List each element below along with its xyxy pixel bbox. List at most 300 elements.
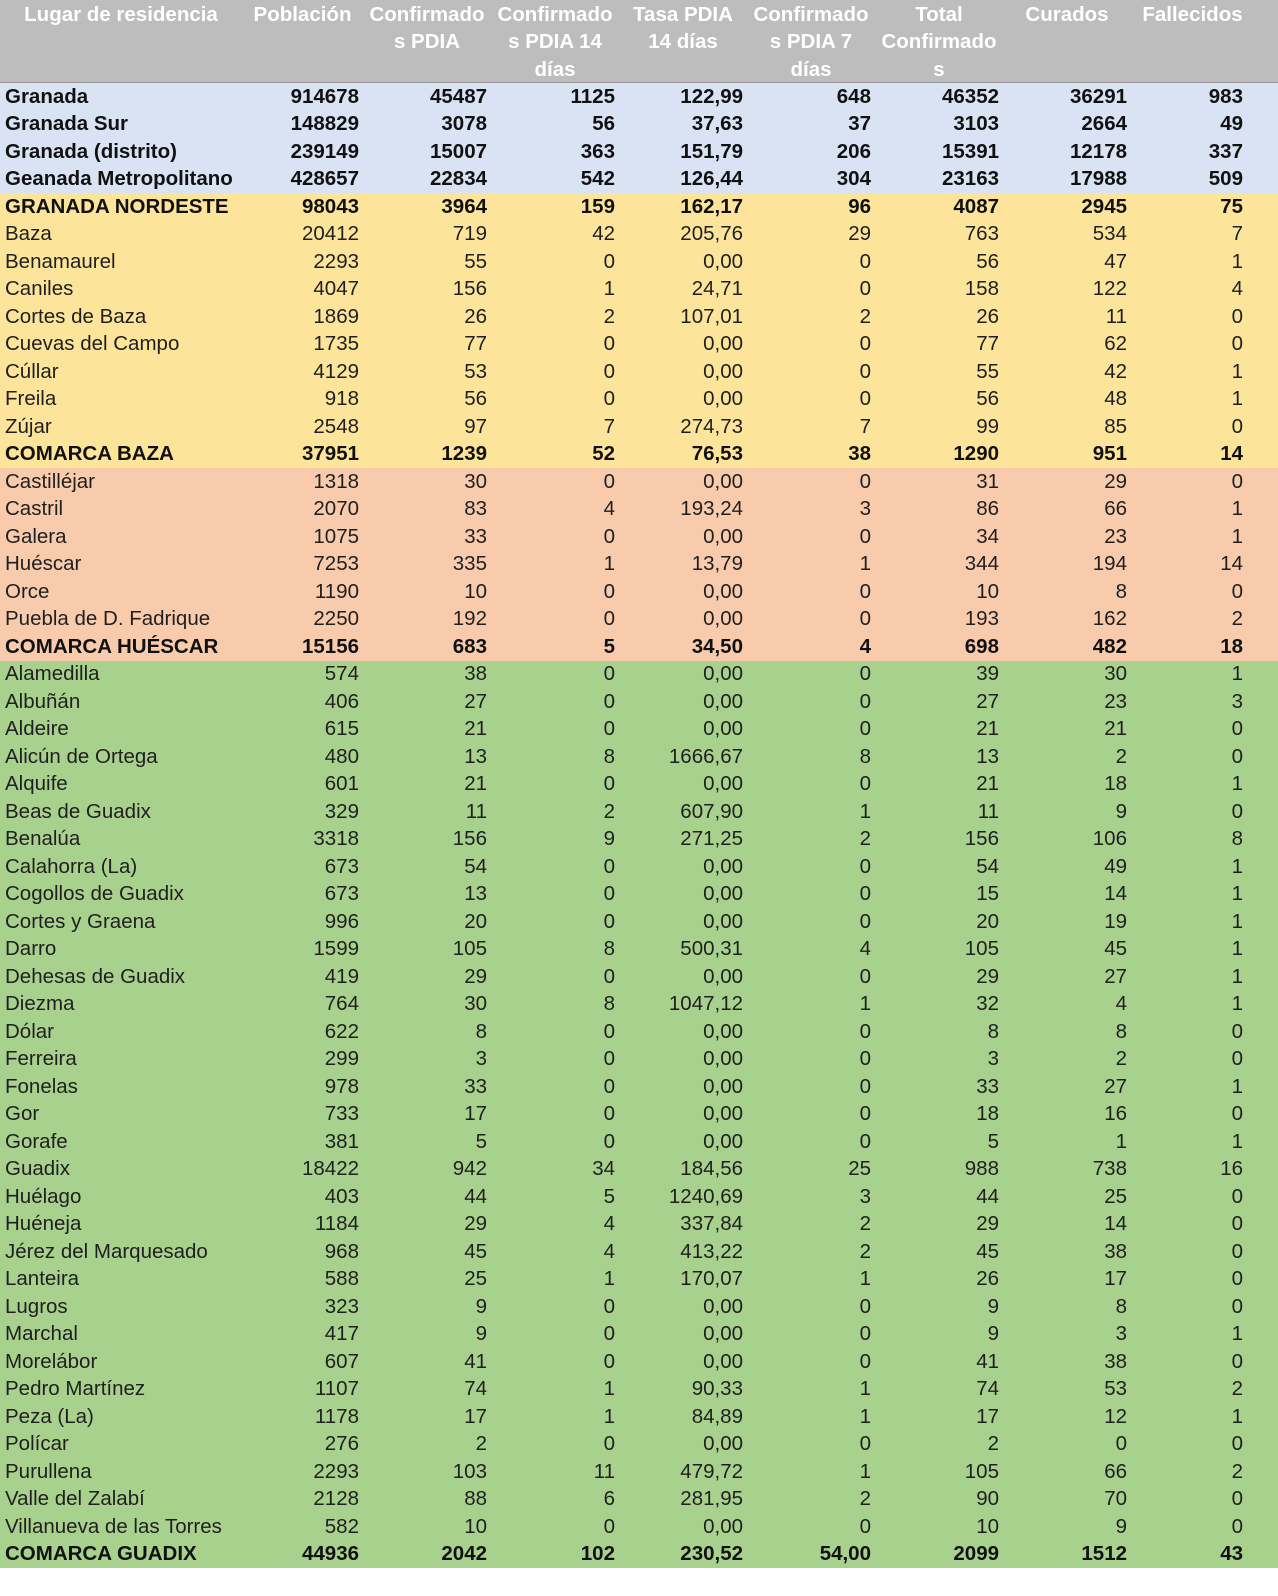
cell-lugar[interactable]: Huéneja [5,1212,82,1236]
cell-lugar[interactable]: Ferreira [5,1047,77,1071]
cell-lugar[interactable]: Fonelas [5,1074,78,1098]
cell-poblacion[interactable]: 4129 [313,359,359,383]
cell-curados[interactable]: 2664 [1081,112,1127,136]
cell-confirmados-7[interactable]: 0 [859,249,871,273]
cell-total-confirmados[interactable]: 23163 [941,167,999,191]
cell-poblacion[interactable]: 968 [324,1239,359,1263]
cell-tasa-14[interactable]: 0,00 [703,1322,743,1346]
cell-confirmados-pdia[interactable]: 77 [464,332,487,356]
cell-poblacion[interactable]: 914678 [290,84,359,108]
cell-confirmados-pdia[interactable]: 54 [464,854,487,878]
cell-tasa-14[interactable]: 271,25 [680,827,743,851]
cell-tasa-14[interactable]: 1240,69 [668,1184,743,1208]
cell-poblacion[interactable]: 406 [324,689,359,713]
cell-lugar[interactable]: Alquife [5,772,68,796]
cell-confirmados-7[interactable]: 206 [836,139,871,163]
cell-curados[interactable]: 30 [1104,662,1127,686]
cell-lugar[interactable]: Benamaurel [5,249,116,273]
cell-tasa-14[interactable]: 0,00 [703,772,743,796]
cell-confirmados-7[interactable]: 2 [859,1212,871,1236]
cell-lugar[interactable]: Pedro Martínez [5,1377,146,1401]
cell-confirmados-7[interactable]: 54,00 [819,1542,871,1566]
cell-confirmados-14[interactable]: 2 [603,304,615,328]
cell-fallecidos[interactable]: 18 [1220,634,1243,658]
cell-curados[interactable]: 1512 [1081,1542,1127,1566]
cell-fallecidos[interactable]: 1 [1231,937,1243,961]
cell-confirmados-7[interactable]: 1 [859,552,871,576]
cell-confirmados-7[interactable]: 2 [859,1487,871,1511]
header-confirmados-pdia[interactable]: Confirmado s PDIA [369,3,485,54]
cell-fallecidos[interactable]: 8 [1231,827,1243,851]
cell-confirmados-7[interactable]: 0 [859,1047,871,1071]
header-curados[interactable]: Curados [1025,3,1109,26]
cell-tasa-14[interactable]: 90,33 [691,1377,743,1401]
cell-fallecidos[interactable]: 0 [1231,304,1243,328]
cell-fallecidos[interactable]: 4 [1231,277,1243,301]
cell-curados[interactable]: 951 [1092,442,1127,466]
cell-curados[interactable]: 49 [1104,854,1127,878]
cell-poblacion[interactable]: 98043 [301,194,359,218]
cell-fallecidos[interactable]: 1 [1231,387,1243,411]
cell-confirmados-14[interactable]: 7 [603,414,615,438]
cell-total-confirmados[interactable]: 55 [976,359,999,383]
cell-confirmados-pdia[interactable]: 2 [475,1432,487,1456]
cell-confirmados-7[interactable]: 648 [836,84,871,108]
cell-curados[interactable]: 9 [1115,1514,1127,1538]
cell-tasa-14[interactable]: 0,00 [703,359,743,383]
cell-poblacion[interactable]: 1184 [314,1212,359,1236]
cell-total-confirmados[interactable]: 26 [976,1267,999,1291]
cell-lugar[interactable]: Dehesas de Guadix [5,964,186,988]
cell-fallecidos[interactable]: 0 [1231,332,1243,356]
cell-poblacion[interactable]: 419 [324,964,359,988]
cell-tasa-14[interactable]: 170,07 [680,1267,743,1291]
cell-poblacion[interactable]: 1178 [314,1404,359,1428]
cell-fallecidos[interactable]: 0 [1231,1047,1243,1071]
cell-curados[interactable]: 12 [1104,1404,1127,1428]
cell-lugar[interactable]: Granada [5,84,89,108]
cell-total-confirmados[interactable]: 105 [964,1459,999,1483]
cell-confirmados-7[interactable]: 2 [859,827,871,851]
cell-tasa-14[interactable]: 0,00 [703,882,743,906]
cell-lugar[interactable]: Galera [5,524,67,548]
cell-confirmados-14[interactable]: 0 [603,854,615,878]
cell-tasa-14[interactable]: 162,17 [680,194,743,218]
cell-poblacion[interactable]: 20412 [301,222,359,246]
cell-total-confirmados[interactable]: 41 [976,1349,999,1373]
cell-total-confirmados[interactable]: 988 [964,1157,999,1181]
cell-confirmados-14[interactable]: 0 [603,1129,615,1153]
cell-confirmados-pdia[interactable]: 9 [475,1294,487,1318]
cell-lugar[interactable]: Albuñán [5,689,81,713]
cell-poblacion[interactable]: 673 [324,854,359,878]
cell-poblacion[interactable]: 2128 [313,1487,359,1511]
cell-poblacion[interactable]: 764 [324,992,359,1016]
cell-fallecidos[interactable]: 0 [1231,799,1243,823]
cell-tasa-14[interactable]: 0,00 [703,1047,743,1071]
cell-lugar[interactable]: Granada (distrito) [5,139,177,163]
cell-confirmados-7[interactable]: 0 [859,882,871,906]
cell-confirmados-14[interactable]: 8 [603,992,615,1016]
cell-confirmados-7[interactable]: 0 [859,387,871,411]
cell-confirmados-14[interactable]: 0 [603,1074,615,1098]
cell-curados[interactable]: 53 [1104,1377,1127,1401]
cell-confirmados-pdia[interactable]: 83 [464,497,487,521]
cell-confirmados-pdia[interactable]: 10 [464,579,487,603]
cell-tasa-14[interactable]: 84,89 [691,1404,743,1428]
cell-curados[interactable]: 85 [1104,414,1127,438]
cell-confirmados-14[interactable]: 0 [603,717,615,741]
cell-poblacion[interactable]: 996 [324,909,359,933]
cell-fallecidos[interactable]: 0 [1231,414,1243,438]
cell-fallecidos[interactable]: 14 [1220,442,1243,466]
cell-confirmados-pdia[interactable]: 3078 [441,112,487,136]
cell-lugar[interactable]: Cortes y Graena [5,909,156,933]
cell-curados[interactable]: 36291 [1069,84,1127,108]
cell-total-confirmados[interactable]: 105 [964,937,999,961]
cell-confirmados-7[interactable]: 0 [859,607,871,631]
cell-poblacion[interactable]: 1318 [313,469,359,493]
cell-tasa-14[interactable]: 0,00 [703,717,743,741]
cell-confirmados-14[interactable]: 8 [603,937,615,961]
header-total-confirmados[interactable]: Total Confirmado s [881,3,997,81]
cell-confirmados-pdia[interactable]: 88 [464,1487,487,1511]
cell-fallecidos[interactable]: 0 [1231,1487,1243,1511]
cell-confirmados-14[interactable]: 0 [603,1102,615,1126]
cell-confirmados-7[interactable]: 25 [848,1157,871,1181]
cell-fallecidos[interactable]: 1 [1231,909,1243,933]
cell-confirmados-14[interactable]: 5 [603,634,615,658]
cell-lugar[interactable]: Puebla de D. Fadrique [5,607,211,631]
cell-total-confirmados[interactable]: 8 [987,1019,999,1043]
cell-total-confirmados[interactable]: 2 [987,1432,999,1456]
cell-confirmados-7[interactable]: 1 [859,799,871,823]
cell-curados[interactable]: 70 [1104,1487,1127,1511]
cell-confirmados-pdia[interactable]: 33 [464,524,487,548]
cell-tasa-14[interactable]: 230,52 [680,1542,743,1566]
cell-confirmados-pdia[interactable]: 27 [464,689,487,713]
cell-lugar[interactable]: Marchal [5,1322,78,1346]
cell-total-confirmados[interactable]: 26 [976,304,999,328]
cell-lugar[interactable]: Darro [5,937,57,961]
cell-total-confirmados[interactable]: 10 [976,1514,999,1538]
cell-confirmados-pdia[interactable]: 3964 [441,194,487,218]
header-lugar[interactable]: Lugar de residencia [24,3,218,26]
cell-confirmados-pdia[interactable]: 21 [464,772,487,796]
cell-confirmados-7[interactable]: 0 [859,1102,871,1126]
cell-poblacion[interactable]: 18422 [301,1157,359,1181]
cell-fallecidos[interactable]: 1 [1231,992,1243,1016]
cell-confirmados-7[interactable]: 2 [859,304,871,328]
cell-fallecidos[interactable]: 2 [1231,607,1243,631]
cell-confirmados-pdia[interactable]: 5 [475,1129,487,1153]
cell-total-confirmados[interactable]: 344 [964,552,999,576]
cell-confirmados-7[interactable]: 0 [859,1074,871,1098]
cell-poblacion[interactable]: 2293 [313,1459,359,1483]
cell-tasa-14[interactable]: 76,53 [691,442,743,466]
cell-lugar[interactable]: Aldeire [5,717,69,741]
cell-lugar[interactable]: COMARCA HUÉSCAR [5,634,219,658]
cell-total-confirmados[interactable]: 158 [964,277,999,301]
cell-lugar[interactable]: Huélago [5,1184,82,1208]
cell-curados[interactable]: 8 [1115,579,1127,603]
cell-confirmados-7[interactable]: 0 [859,1019,871,1043]
cell-fallecidos[interactable]: 7 [1231,222,1243,246]
cell-poblacion[interactable]: 2250 [313,607,359,631]
cell-confirmados-14[interactable]: 0 [603,882,615,906]
cell-confirmados-14[interactable]: 4 [603,497,615,521]
cell-lugar[interactable]: Calahorra (La) [5,854,138,878]
cell-confirmados-14[interactable]: 1 [603,552,615,576]
cell-confirmados-14[interactable]: 159 [580,194,615,218]
cell-poblacion[interactable]: 323 [324,1294,359,1318]
cell-lugar[interactable]: Lugros [5,1294,68,1318]
cell-curados[interactable]: 106 [1092,827,1127,851]
cell-fallecidos[interactable]: 0 [1231,1102,1243,1126]
cell-fallecidos[interactable]: 1 [1231,497,1243,521]
cell-confirmados-7[interactable]: 4 [859,937,871,961]
cell-lugar[interactable]: Dólar [5,1019,54,1043]
cell-confirmados-14[interactable]: 0 [603,1322,615,1346]
cell-confirmados-7[interactable]: 8 [859,744,871,768]
cell-total-confirmados[interactable]: 33 [976,1074,999,1098]
cell-confirmados-7[interactable]: 1 [859,1459,871,1483]
cell-lugar[interactable]: Geanada Metropolitano [5,167,233,191]
cell-confirmados-14[interactable]: 0 [603,772,615,796]
cell-fallecidos[interactable]: 0 [1231,1239,1243,1263]
cell-fallecidos[interactable]: 43 [1220,1542,1243,1566]
cell-confirmados-7[interactable]: 38 [848,442,871,466]
cell-total-confirmados[interactable]: 11 [977,799,999,823]
cell-curados[interactable]: 38 [1104,1239,1127,1263]
cell-fallecidos[interactable]: 1 [1231,1404,1243,1428]
cell-lugar[interactable]: Beas de Guadix [5,799,151,823]
cell-total-confirmados[interactable]: 21 [976,772,999,796]
cell-curados[interactable]: 4 [1115,992,1127,1016]
header-tasa-14[interactable]: Tasa PDIA 14 días [633,3,733,54]
cell-confirmados-pdia[interactable]: 45487 [429,84,487,108]
cell-total-confirmados[interactable]: 9 [987,1294,999,1318]
cell-curados[interactable]: 47 [1104,249,1127,273]
cell-curados[interactable]: 0 [1115,1432,1127,1456]
cell-curados[interactable]: 62 [1104,332,1127,356]
cell-poblacion[interactable]: 607 [324,1349,359,1373]
cell-total-confirmados[interactable]: 46352 [941,84,999,108]
cell-confirmados-7[interactable]: 4 [859,634,871,658]
cell-confirmados-pdia[interactable]: 33 [464,1074,487,1098]
cell-tasa-14[interactable]: 151,79 [680,139,743,163]
cell-poblacion[interactable]: 239149 [290,139,359,163]
cell-confirmados-14[interactable]: 102 [580,1542,615,1566]
cell-tasa-14[interactable]: 122,99 [680,84,743,108]
cell-confirmados-7[interactable]: 0 [859,964,871,988]
cell-tasa-14[interactable]: 413,22 [680,1239,743,1263]
cell-curados[interactable]: 8 [1115,1019,1127,1043]
cell-poblacion[interactable]: 1107 [314,1377,359,1401]
cell-confirmados-7[interactable]: 0 [859,1514,871,1538]
cell-curados[interactable]: 12178 [1069,139,1127,163]
cell-lugar[interactable]: Cortes de Baza [5,304,147,328]
cell-poblacion[interactable]: 1075 [313,524,359,548]
cell-fallecidos[interactable]: 0 [1231,1019,1243,1043]
cell-total-confirmados[interactable]: 3 [987,1047,999,1071]
cell-confirmados-14[interactable]: 42 [592,222,615,246]
cell-fallecidos[interactable]: 0 [1231,744,1243,768]
cell-curados[interactable]: 2 [1115,1047,1127,1071]
cell-curados[interactable]: 23 [1104,689,1127,713]
cell-tasa-14[interactable]: 126,44 [680,167,743,191]
cell-confirmados-pdia[interactable]: 103 [452,1459,487,1483]
cell-poblacion[interactable]: 2070 [313,497,359,521]
cell-confirmados-pdia[interactable]: 15007 [429,139,487,163]
cell-tasa-14[interactable]: 24,71 [691,277,743,301]
cell-confirmados-14[interactable]: 0 [603,1047,615,1071]
cell-lugar[interactable]: Castilléjar [5,469,95,493]
cell-confirmados-14[interactable]: 363 [580,139,615,163]
cell-total-confirmados[interactable]: 5 [987,1129,999,1153]
cell-confirmados-pdia[interactable]: 26 [464,304,487,328]
cell-confirmados-7[interactable]: 0 [859,662,871,686]
cell-tasa-14[interactable]: 500,31 [680,937,743,961]
cell-confirmados-pdia[interactable]: 17 [464,1404,487,1428]
cell-tasa-14[interactable]: 0,00 [703,249,743,273]
cell-confirmados-7[interactable]: 1 [859,992,871,1016]
cell-tasa-14[interactable]: 0,00 [703,607,743,631]
cell-confirmados-pdia[interactable]: 942 [452,1157,487,1181]
cell-confirmados-7[interactable]: 0 [859,854,871,878]
cell-confirmados-pdia[interactable]: 56 [464,387,487,411]
cell-lugar[interactable]: Granada Sur [5,112,129,136]
cell-fallecidos[interactable]: 509 [1208,167,1243,191]
cell-confirmados-14[interactable]: 5 [603,1184,615,1208]
cell-poblacion[interactable]: 7253 [313,552,359,576]
cell-poblacion[interactable]: 601 [324,772,359,796]
cell-fallecidos[interactable]: 0 [1231,1294,1243,1318]
cell-confirmados-7[interactable]: 1 [859,1267,871,1291]
cell-fallecidos[interactable]: 1 [1231,1322,1243,1346]
cell-fallecidos[interactable]: 0 [1231,1267,1243,1291]
cell-fallecidos[interactable]: 0 [1231,1212,1243,1236]
cell-tasa-14[interactable]: 0,00 [703,689,743,713]
cell-confirmados-pdia[interactable]: 192 [452,607,487,631]
cell-confirmados-pdia[interactable]: 1239 [441,442,487,466]
cell-total-confirmados[interactable]: 27 [976,689,999,713]
cell-confirmados-7[interactable]: 0 [859,524,871,548]
cell-fallecidos[interactable]: 1 [1231,524,1243,548]
cell-tasa-14[interactable]: 0,00 [703,662,743,686]
cell-poblacion[interactable]: 2548 [313,414,359,438]
cell-fallecidos[interactable]: 0 [1231,717,1243,741]
cell-tasa-14[interactable]: 34,50 [691,634,743,658]
cell-poblacion[interactable]: 428657 [290,167,359,191]
cell-confirmados-7[interactable]: 0 [859,277,871,301]
cell-lugar[interactable]: Zújar [5,414,52,438]
cell-tasa-14[interactable]: 0,00 [703,387,743,411]
cell-confirmados-pdia[interactable]: 11 [465,799,487,823]
cell-total-confirmados[interactable]: 13 [976,744,999,768]
cell-curados[interactable]: 45 [1104,937,1127,961]
cell-confirmados-pdia[interactable]: 20 [464,909,487,933]
cell-tasa-14[interactable]: 281,95 [680,1487,743,1511]
cell-confirmados-14[interactable]: 0 [603,1294,615,1318]
cell-curados[interactable]: 162 [1092,607,1127,631]
cell-curados[interactable]: 19 [1104,909,1127,933]
cell-tasa-14[interactable]: 13,79 [691,552,743,576]
cell-tasa-14[interactable]: 0,00 [703,579,743,603]
cell-poblacion[interactable]: 1869 [313,304,359,328]
cell-confirmados-14[interactable]: 52 [592,442,615,466]
cell-tasa-14[interactable]: 205,76 [680,222,743,246]
cell-confirmados-7[interactable]: 0 [859,909,871,933]
cell-confirmados-pdia[interactable]: 13 [464,744,487,768]
cell-fallecidos[interactable]: 2 [1231,1377,1243,1401]
cell-tasa-14[interactable]: 0,00 [703,1294,743,1318]
cell-confirmados-7[interactable]: 3 [859,1184,871,1208]
cell-fallecidos[interactable]: 1 [1231,662,1243,686]
cell-confirmados-pdia[interactable]: 53 [464,359,487,383]
cell-total-confirmados[interactable]: 18 [976,1102,999,1126]
cell-poblacion[interactable]: 1735 [313,332,359,356]
cell-confirmados-7[interactable]: 29 [848,222,871,246]
cell-confirmados-14[interactable]: 0 [603,469,615,493]
cell-total-confirmados[interactable]: 56 [976,387,999,411]
cell-tasa-14[interactable]: 0,00 [703,909,743,933]
cell-tasa-14[interactable]: 37,63 [691,112,743,136]
cell-fallecidos[interactable]: 0 [1231,579,1243,603]
cell-fallecidos[interactable]: 0 [1231,469,1243,493]
cell-lugar[interactable]: Alicún de Ortega [5,744,158,768]
cell-fallecidos[interactable]: 983 [1208,84,1243,108]
cell-confirmados-pdia[interactable]: 335 [452,552,487,576]
cell-curados[interactable]: 8 [1115,1294,1127,1318]
cell-curados[interactable]: 18 [1104,772,1127,796]
cell-tasa-14[interactable]: 0,00 [703,1102,743,1126]
cell-confirmados-pdia[interactable]: 10 [464,1514,487,1538]
cell-tasa-14[interactable]: 0,00 [703,1514,743,1538]
cell-total-confirmados[interactable]: 4087 [953,194,999,218]
cell-fallecidos[interactable]: 1 [1231,1074,1243,1098]
cell-curados[interactable]: 16 [1104,1102,1127,1126]
cell-lugar[interactable]: COMARCA GUADIX [5,1542,197,1566]
cell-curados[interactable]: 17988 [1069,167,1127,191]
cell-confirmados-14[interactable]: 0 [603,387,615,411]
cell-lugar[interactable]: Morelábor [5,1349,98,1373]
cell-confirmados-pdia[interactable]: 44 [464,1184,487,1208]
cell-tasa-14[interactable]: 1047,12 [668,992,743,1016]
cell-total-confirmados[interactable]: 39 [976,662,999,686]
cell-poblacion[interactable]: 381 [324,1129,359,1153]
cell-fallecidos[interactable]: 49 [1220,112,1243,136]
cell-lugar[interactable]: Cogollos de Guadix [5,882,184,906]
cell-fallecidos[interactable]: 3 [1231,689,1243,713]
cell-confirmados-7[interactable]: 0 [859,1349,871,1373]
cell-tasa-14[interactable]: 0,00 [703,964,743,988]
cell-confirmados-7[interactable]: 1 [859,1404,871,1428]
cell-confirmados-pdia[interactable]: 29 [464,1212,487,1236]
cell-confirmados-7[interactable]: 0 [859,1294,871,1318]
cell-confirmados-7[interactable]: 304 [836,167,871,191]
cell-confirmados-pdia[interactable]: 719 [452,222,487,246]
cell-lugar[interactable]: Guadix [5,1157,70,1181]
cell-fallecidos[interactable]: 1 [1231,359,1243,383]
cell-total-confirmados[interactable]: 698 [964,634,999,658]
cell-poblacion[interactable]: 276 [324,1432,359,1456]
cell-total-confirmados[interactable]: 44 [976,1184,999,1208]
cell-lugar[interactable]: Baza [5,222,52,246]
cell-poblacion[interactable]: 574 [324,662,359,686]
cell-curados[interactable]: 66 [1104,497,1127,521]
cell-lugar[interactable]: Orce [5,579,50,603]
